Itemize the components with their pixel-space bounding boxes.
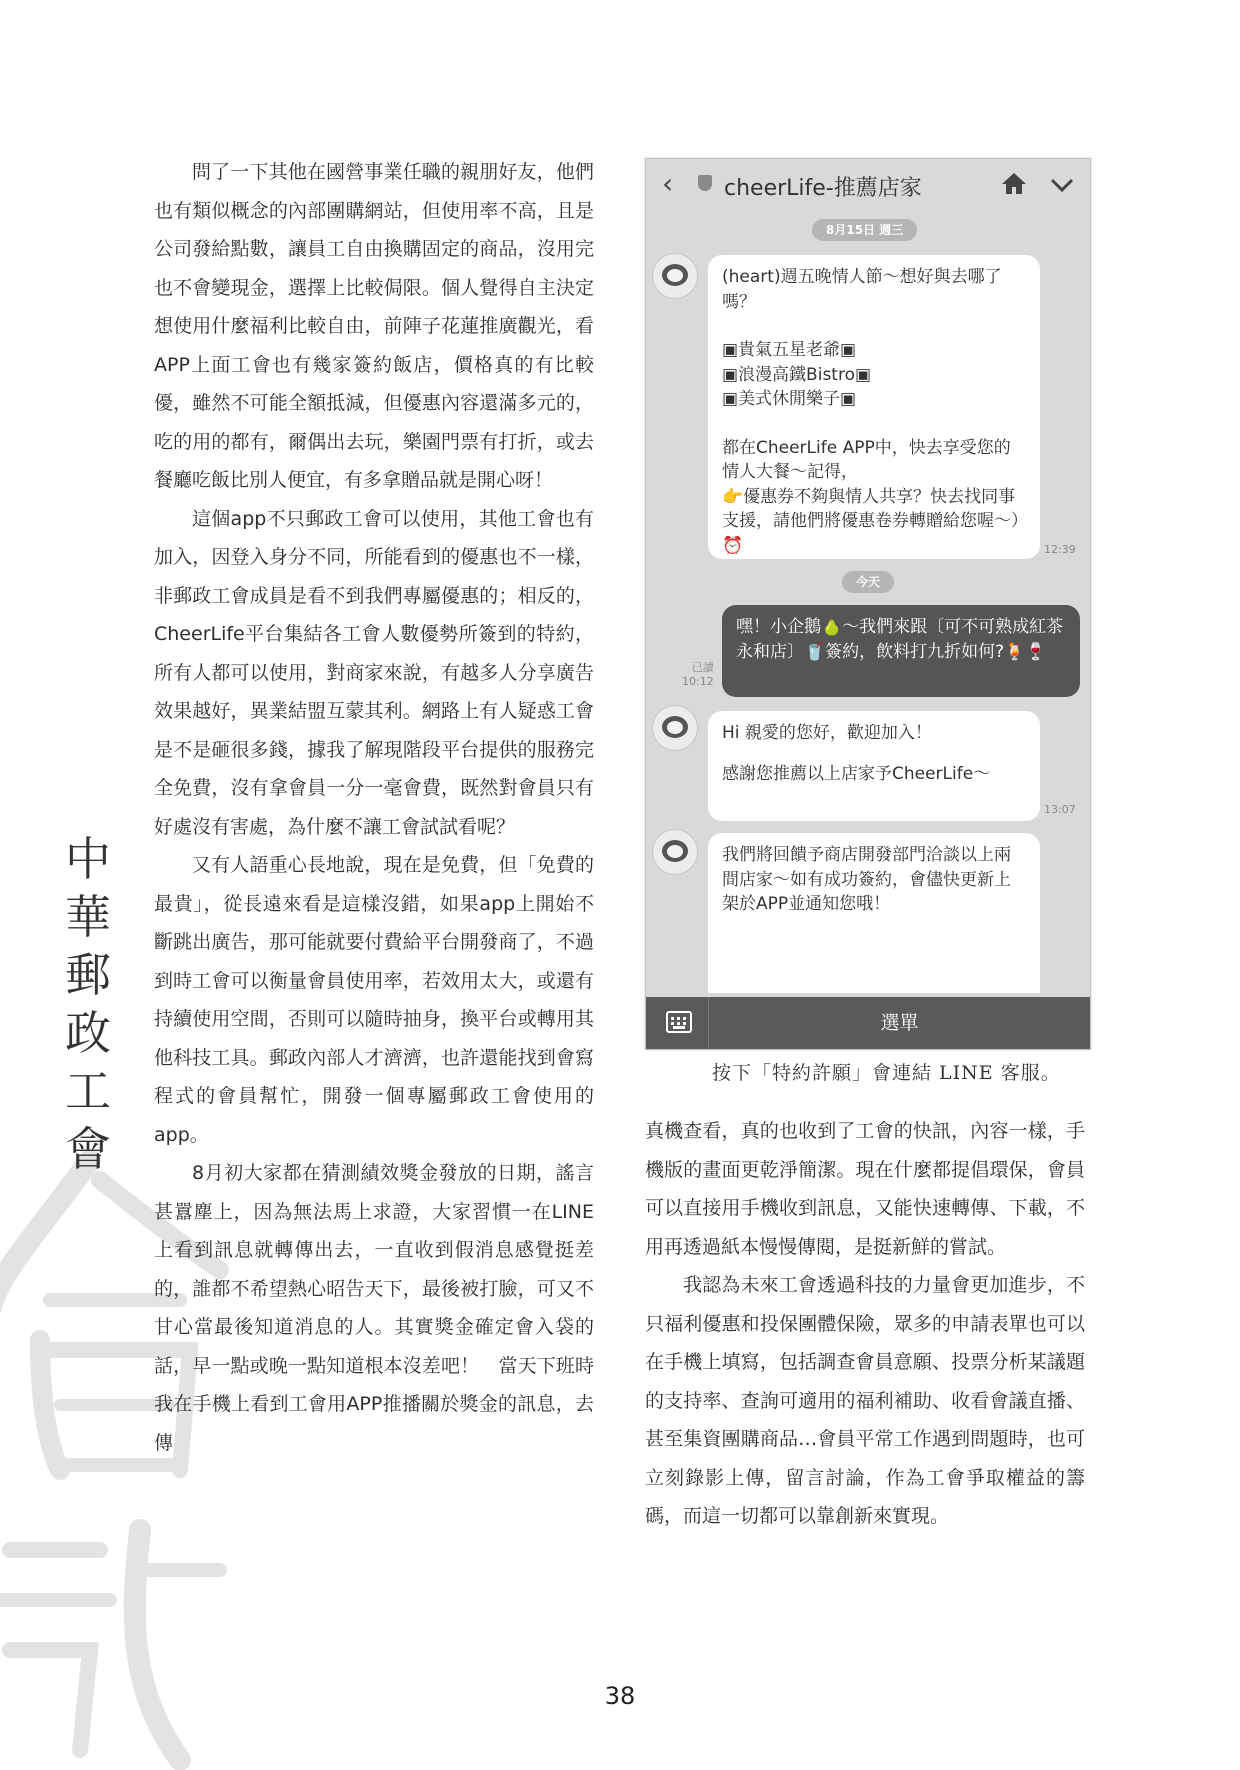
message-time: 10:12: [682, 675, 714, 688]
message-line: 感謝您推薦以上店家予CheerLife～: [722, 763, 991, 784]
side-title-char: 中: [65, 832, 111, 886]
message-line: 我們將回饋予商店開發部門洽談以上兩間店家～如有成功簽約，會儘快更新上架於APP並通知您哦！: [722, 845, 1011, 914]
paragraph: 8月初大家都在猜測績效獎金發放的日期，謠言甚囂塵上，因為無法馬上求證，大家習慣一在LINE上看到訊息就轉傳出去，一直收到假消息感覺挺差的，誰都不希望熱心昭告天下，最後被打臉，可又不甘心當最後知道消息的人。其實獎金確定會入袋的話，早一點或晚一點知道根本沒差吧！ 當天下班時我在手機上看到工會用APP推播關於獎金的訊息，去傳: [154, 1162, 594, 1454]
line-chat-screenshot: [645, 158, 1091, 1050]
chevron-down-icon[interactable]: [1050, 177, 1074, 193]
shield-icon: [698, 175, 712, 191]
message-bubble: [708, 255, 1040, 559]
avatar: [652, 829, 698, 875]
side-title: [58, 830, 118, 1178]
read-receipt: [682, 661, 714, 689]
paragraph: 問了一下其他在國營事業任職的親朋好友，他們也有類似概念的內部團購網站，但使用率不高，且是公司發給點數，讓員工自由換購固定的商品，沒用完也不會變現金，選擇上比較侷限。個人覺得自主決定想使用什麼福利比較自由，前陣子花蓮推廣觀光，看APP上面工會也有幾家簽約飯店，價格真的有比較優，雖然不可能全額抵減，但優惠內容還滿多元的，吃的用的都有，爾偶出去玩，樂園門票有打折，或去餐廳吃飯比別人便宜，有多拿贈品就是開心呀！: [154, 161, 594, 491]
side-title-char: 華: [65, 890, 111, 944]
message-bubble: [708, 833, 1040, 993]
paragraph: 真機查看，真的也收到了工會的快訊，內容一樣，手機版的畫面更乾淨簡潔。現在什麼都提倡環保，會員可以直接用手機收到訊息，又能快速轉傳、下載，不用再透過紙本慢慢傳閱，是挺新鮮的嘗試。: [645, 1120, 1085, 1258]
message-line: 都在CheerLife APP中，快去享受您的情人大餐～記得，: [722, 437, 1011, 482]
back-icon[interactable]: ‹: [662, 167, 674, 200]
avatar: [652, 253, 698, 299]
side-title-char: 政: [65, 1006, 111, 1060]
side-title-char: 會: [65, 1122, 111, 1176]
paragraph: 我認為未來工會透過科技的力量會更加進步，不只福利優惠和投保團體保險，眾多的申請表單也可以在手機上填寫，包括調查會員意願、投票分析某議題的支持率、查詢可適用的福利補助、收看會議直播、甚至集資團購商品…會員平常工作遇到問題時，也可立刻錄影上傳，留言討論，作為工會爭取權益的籌碼，而這一切都可以靠創新來實現。: [645, 1274, 1085, 1527]
paragraph: 又有人語重心長地說，現在是免費，但「免費的最貴」，從長遠來看是這樣沒錯，如果app上開始不斷跳出廣告，那可能就要付費給平台開發商了，不過到時工會可以衡量會員使用率，若效用太大，或還有持續使用空間，否則可以隨時抽身，換平台或轉用其他科技工具。郵政內部人才濟濟，也許還能找到會寫程式的會員幫忙，開發一個專屬郵政工會使用的app。: [154, 854, 594, 1146]
message-line: 嘿！小企鵝🍐～我們來跟〔可不可熟成紅茶永和店〕🥤簽約，飲料打九折如何?🍹🍷: [736, 617, 1064, 662]
paragraph: 這個app不只郵政工會可以使用，其他工會也有加入，因登入身分不同，所能看到的優惠也不一樣，非郵政工會成員是看不到我們專屬優惠的；相反的，CheerLife平台集結各工會人數優勢所簽到的特約，所有人都可以使用，對商家來說，有越多人分享廣告效果越好，異業結盟互蒙其利。網路上有人疑惑工會是不是砸很多錢，據我了解現階段平台提供的服務完全免費，沒有拿會員一分一毫會費，既然對會員只有好處沒有害處，為什麼不讓工會試試看呢？: [154, 507, 594, 838]
menu-button[interactable]: 選單: [880, 1012, 919, 1034]
message-line: ▣浪漫高鐵Bistro▣: [722, 364, 872, 385]
left-column: [154, 153, 594, 1462]
date-pill: 8月15日 週三: [812, 219, 917, 241]
read-label: 已讀: [691, 661, 714, 674]
date-pill: 今天: [842, 571, 894, 593]
sent-message-bubble: [722, 605, 1080, 697]
side-title-char: 工: [65, 1064, 111, 1118]
message-time: 12:39: [1044, 543, 1076, 556]
keyboard-icon[interactable]: [666, 1011, 692, 1033]
message-line: Hi 親愛的您好，歡迎加入！: [722, 723, 932, 743]
message-line: (heart)週五晚情人節～想好與去哪了嗎？: [722, 267, 1002, 312]
chat-footer: [646, 997, 1090, 1049]
chat-header: [646, 159, 1090, 211]
message-line: ▣貴氣五星老爺▣: [722, 340, 857, 360]
message-line: 👉優惠券不夠與情人共享？快去找同事支援，請他們將優惠卷券轉贈給您喔～）⏰: [722, 486, 1020, 556]
image-caption: 按下「特約許願」會連結 LINE 客服。: [712, 1062, 1061, 1084]
avatar: [652, 705, 698, 751]
right-column: [645, 1112, 1085, 1536]
message-bubble: [708, 711, 1040, 821]
side-title-char: 郵: [65, 948, 111, 1002]
chat-title: cheerLife-推薦店家: [724, 176, 922, 201]
page-number: 38: [604, 1682, 636, 1710]
message-time: 13:07: [1044, 803, 1076, 816]
message-line: ▣美式休閒樂子▣: [722, 389, 857, 409]
home-icon[interactable]: [1001, 171, 1027, 195]
